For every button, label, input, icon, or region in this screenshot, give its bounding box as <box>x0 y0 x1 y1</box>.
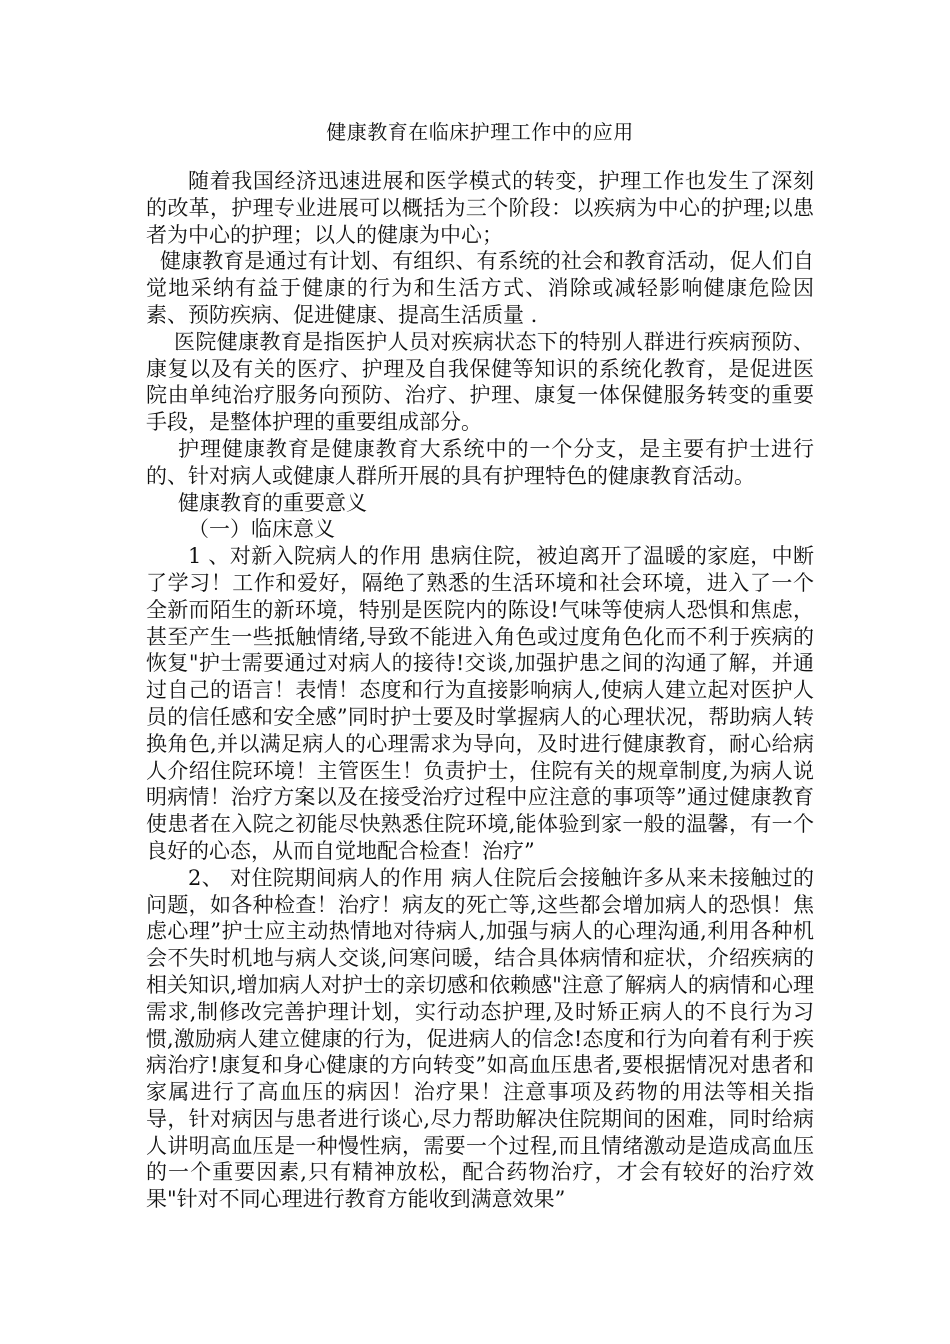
body-paragraph: 医院健康教育是指医护人员对疾病状态下的特别人群进行疾病预防、康复以及有关的医疗、护理及自我保健等知识的系统化教育，是促进医院由单纯治疗服务向预防、治疗、护理、康复一体保健服务转变的重要手段，是整体护理的重要组成部分。 <box>146 329 814 435</box>
document-title: 健康教育在临床护理工作中的应用 <box>326 120 634 144</box>
document-body <box>146 168 814 1213</box>
body-paragraph: 2、 对住院期间病人的作用 病人住院后会接触许多从来未接触过的问题，如各种检查！治疗！病友的死亡等,这些都会增加病人的恐惧！焦虑心理”护士应主动热情地对待病人,加强与病人的心理沟通,利用各种机会不失时机地与病人交谈,问寒问暖，结合具体病情和症状，介绍疾病的相关知识,增加病人对护士的亲切感和依赖感"注意了解病人的病情和心理需求,制修改完善护理计划，实行动态护理,及时矫正病人的不良行为习惯,激励病人建立健康的行为，促进病人的信念!态度和行为向着有利于疾病治疗!康复和身心健康的方向转变”如高血压患者,要根据情况对患者和家属进行了高血压的病因！治疗果！注意事项及药物的用法等相关指导，针对病因与患者进行谈心,尽力帮助解决住院期间的困难，同时给病人讲明高血压是一种慢性病，需要一个过程,而且情绪激动是造成高血压的一个重要因素,只有精神放松，配合药物治疗，才会有较好的治疗效果"针对不同心理进行教育方能收到满意效果” <box>146 865 814 1212</box>
body-paragraph: 随着我国经济迅速进展和医学模式的转变，护理工作也发生了深刻的改革，护理专业进展可以概括为三个阶段：以疾病为中心的护理;以患者为中心的护理；以人的健康为中心； <box>146 169 814 247</box>
body-paragraph: 健康教育的重要意义 <box>178 490 367 515</box>
body-paragraph: （一）临床意义 <box>188 517 335 542</box>
body-paragraph: 健康教育是通过有计划、有组织、有系统的社会和教育活动，促人们自觉地采纳有益于健康的行为和生活方式、消除或减轻影响健康危险因素、预防疾病、促进健康、提高生活质量 . <box>146 249 814 327</box>
body-paragraph: 护理健康教育是健康教育大系统中的一个分支，是主要有护士进行的、针对病人或健康人群所开展的具有护理特色的健康教育活动。 <box>146 436 814 488</box>
document-page <box>146 118 814 1213</box>
body-paragraph: 1 、对新入院病人的作用 患病住院，被迫离开了温暖的家庭，中断了学习！工作和爱好，隔绝了熟悉的生活环境和社会环境，进入了一个全新而陌生的新环境，特别是医院内的陈设!气味等使病人恐惧和焦虑，甚至产生一些抵触情绪,导致不能进入角色或过度角色化而不利于疾病的恢复"护士需要通过对病人的接待!交谈,加强护患之间的沟通了解，并通过自己的语言！表情！态度和行为直接影响病人,使病人建立起对医护人员的信任感和安全感”同时护士要及时掌握病人的心理状况，帮助病人转换角色,并以满足病人的心理需求为导向，及时进行健康教育，耐心给病人介绍住院环境！主管医生！负责护士，住院有关的规章制度,为病人说明病情！治疗方案以及在接受治疗过程中应注意的事项等”通过健康教育使患者在入院之初能尽快熟悉住院环境,能体验到家一般的温馨，有一个良好的心态，从而自觉地配合检查！治疗” <box>146 544 814 863</box>
